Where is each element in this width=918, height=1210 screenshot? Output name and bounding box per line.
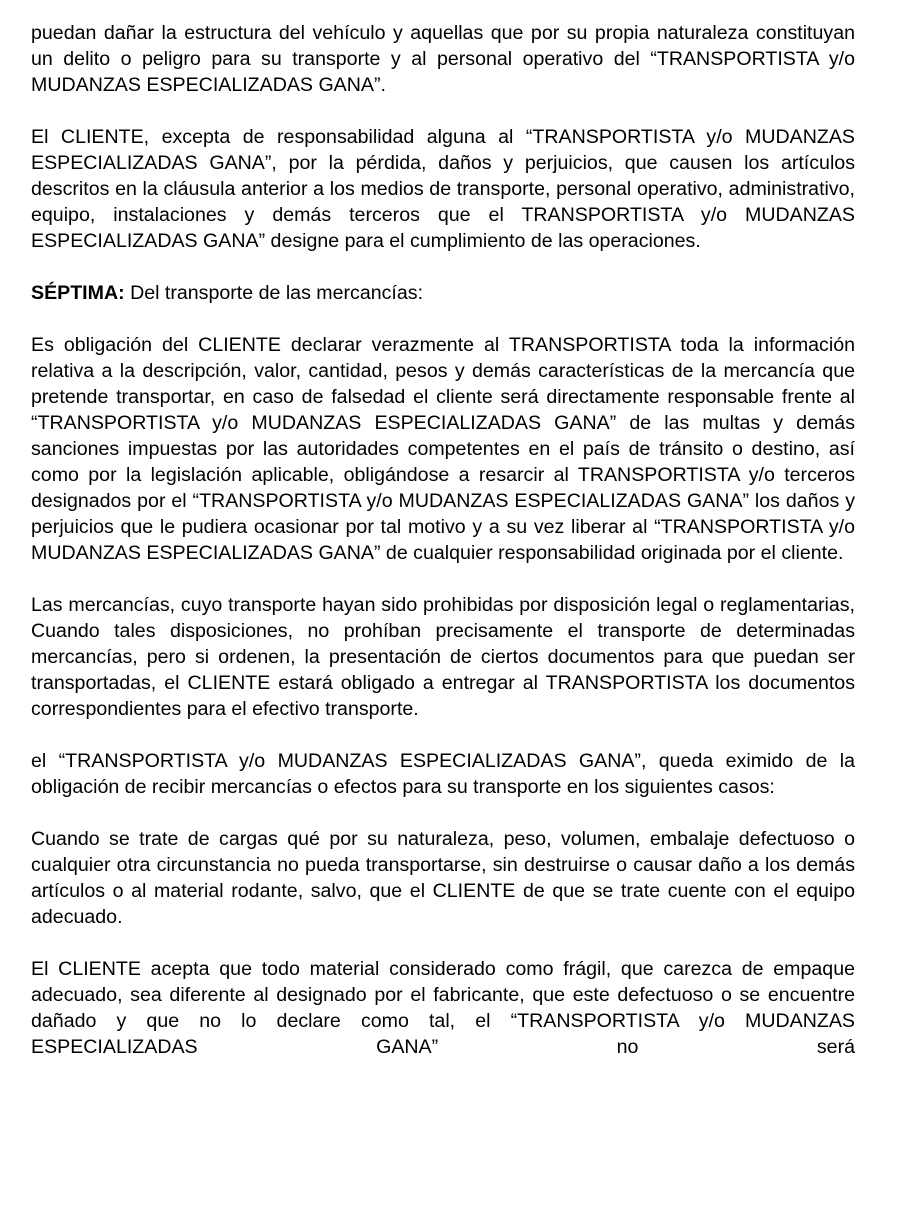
paragraph-cargo-declaration: Es obligación del CLIENTE declarar verazmente al TRANSPORTISTA toda la información relativa a la descripción, valor, cantidad, pesos y demás características de la mercancía que pretende transportar, en caso de falsedad el cliente será directamente responsable frente al “TRANSPORTISTA y/o MUDANZAS ESPECIALIZADAS GANA” de las multas y demás sanciones impuestas por las autoridades competentes en el país de tránsito o destino, así como por la legislación aplicable, obligándose a resarcir al TRANSPORTISTA y/o terceros designados por el “TRANSPORTISTA y/o MUDANZAS ESPECIALIZADAS GANA” los daños y perjuicios que le pudiera ocasionar por tal motivo y a su vez liberar al “TRANSPORTISTA y/o MUDANZAS ESPECIALIZADAS GANA” de cualquier responsabilidad originada por el cliente. [31,334,855,564]
paragraph-client-liability-exemption: El CLIENTE, excepta de responsabilidad alguna al “TRANSPORTISTA y/o MUDANZAS ESPECIALIZADAS GANA”, por la pérdida, daños y perjuicios, que causen los artículos descritos en la cláusula anterior a los medios de transporte, personal operativo, administrativo, equipo, instalaciones y demás terceros que el TRANSPORTISTA y/o MUDANZAS ESPECIALIZADAS GANA” designe para el cumplimiento de las operaciones. [31,126,855,252]
paragraph-prohibited-goods: Las mercancías, cuyo transporte hayan sido prohibidas por disposición legal o reglamentarias, Cuando tales disposiciones, no prohíban precisamente el transporte de determinadas mercancías, pero si ordenen, la presentación de ciertos documentos para que puedan ser transportadas, el CLIENTE estará obligado a entregar al TRANSPORTISTA los documentos correspondientes para el efectivo transporte. [31,594,855,720]
clause-heading-text: Del transporte de las mercancías: [124,282,424,304]
clause-heading [31,280,855,306]
paragraph-dangerous-goods: puedan dañar la estructura del vehículo y aquellas que por su propia naturaleza constituyan un delito o peligro para su transporte y al personal operativo del “TRANSPORTISTA y/o MUDANZAS ESPECIALIZADAS GANA”. [31,22,855,96]
paragraph-unsuitable-cargo: Cuando se trate de cargas qué por su naturaleza, peso, volumen, embalaje defectuoso o cualquier otra circunstancia no pueda transportarse, sin destruirse o causar daño a los demás artículos o al material rodante, salvo, que el CLIENTE de que se trate cuente con el equipo adecuado. [31,828,855,928]
document-page [31,20,855,1060]
clause-heading-label: SÉPTIMA: [31,282,125,304]
paragraph-fragile-material: El CLIENTE acepta que todo material considerado como frágil, que carezca de empaque adecuado, sea diferente al designado por el fabricante, que este defectuoso o se encuentre dañado y que no lo declare como tal, el “TRANSPORTISTA y/o MUDANZAS ESPECIALIZADAS GANA” no será [31,958,855,1058]
paragraph-carrier-exemption: el “TRANSPORTISTA y/o MUDANZAS ESPECIALIZADAS GANA”, queda eximido de la obligación de recibir mercancías o efectos para su transporte en los siguientes casos: [31,750,855,798]
